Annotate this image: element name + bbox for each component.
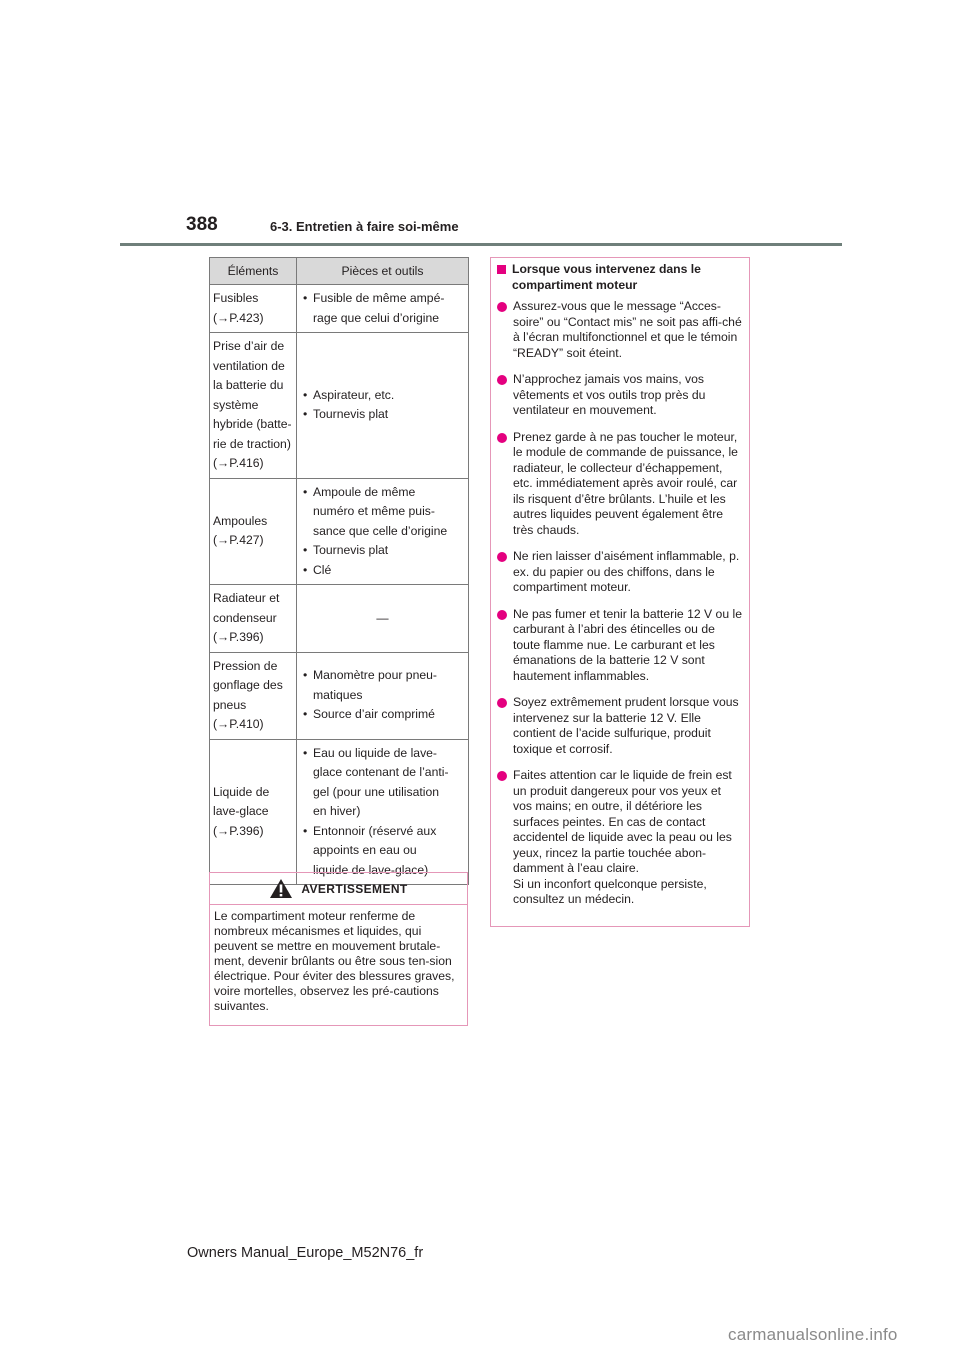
tools-cell [297, 285, 469, 333]
info-bullets [497, 299, 743, 908]
element-line: (→P.396) [213, 823, 264, 838]
table-row [210, 333, 469, 479]
page-number: 388 [186, 214, 218, 235]
element-line: Radiateur et [213, 591, 280, 605]
info-bullet-text: Faites attention car le liquide de frein est un produit dangereux pour vos yeux et vos mains; en outre, il détériore les surfaces peintes. En cas de contact accidentel de liquide avec la peau ou les yeux, rincez la partie touchée abon-damment à l’eau claire. Si un inconfort quelconque persiste, consultez un médecin. [513, 768, 732, 906]
tool-item: • Tournevis plat [303, 541, 465, 561]
element-line: lave-glace [213, 804, 269, 818]
tools-cell [297, 478, 469, 585]
tools-cell [297, 739, 469, 885]
parts-table [209, 257, 469, 885]
circle-bullet-icon [497, 610, 507, 620]
table-body [210, 285, 469, 885]
tools-cell: — [297, 585, 469, 653]
warning-text: Le compartiment moteur renferme de nombreux mécanismes et liquides, qui peuvent se mettre en mouvement brutale-ment, devenir brûlants ou être sous ten-sion électrique. Pour éviter des blessures graves, voire mortelles, observez les pré-cautions suivantes. [214, 909, 455, 1013]
info-bullet-text: Ne pas fumer et tenir la batterie 12 V ou le carburant à l’abri des étincelles ou de toute flamme nue. Le carburant et les émanations de la batterie 12 V sont hautement inflammables. [513, 606, 742, 683]
tool-item: • Eau ou liquide de lave- glace contenant de l’anti- gel (pour une utilisation en hiver) [303, 744, 465, 822]
circle-bullet-icon [497, 375, 507, 385]
element-cell [210, 478, 297, 585]
element-line: condenseur [213, 610, 277, 625]
element-line: Liquide de [213, 784, 270, 799]
element-line: pneus [213, 697, 247, 712]
element-line: Ampoules [213, 513, 268, 528]
tool-item: • Entonnoir (réservé aux appoints en eau ou liquide de lave-glace) [303, 822, 465, 881]
info-bullet [497, 549, 743, 596]
tool-item: • Aspirateur, etc. [303, 386, 465, 406]
info-heading [497, 262, 743, 293]
tool-item: • Ampoule de même numéro et même puis- sance que celle d’origine [303, 483, 465, 542]
element-line: gonflage des [213, 678, 283, 692]
info-bullet-text: Prenez garde à ne pas toucher le moteur, le module de commande de puissance, le radiateur, le collecteur d’échappement, etc. immédiatement après avoir roulé, car ils risquent d’être brûlants. L’huile et les autres liquides peuvent également être très chauds. [513, 429, 738, 537]
element-line: rie de traction) [213, 436, 291, 451]
header-tools: Pièces et outils [297, 258, 469, 285]
info-bullet [497, 299, 743, 361]
watermark: carmanualsonline.info [728, 1325, 898, 1344]
tools-cell [297, 652, 469, 739]
element-line: (→P.396) [213, 630, 264, 644]
info-bullet [497, 695, 743, 757]
table-row [210, 478, 469, 585]
info-bullet-text: Assurez-vous que le message “Acces-soire” ou “Contact mis” ne soit pas affi-ché à l’écran multifonctionnel et que le témoin “READY” soit éteint. [513, 299, 742, 360]
footer-text: Owners Manual_Europe_M52N76_fr [187, 1245, 424, 1261]
circle-bullet-icon [497, 302, 507, 312]
tool-item: • Fusible de même ampé- rage que celui d’origine [303, 289, 465, 328]
tools-cell [297, 333, 469, 479]
element-cell [210, 739, 297, 885]
info-bullet [497, 430, 743, 539]
element-line: (→P.410) [213, 717, 264, 731]
circle-bullet-icon [497, 552, 507, 562]
warning-triangle-icon [269, 878, 293, 899]
element-cell [210, 333, 297, 479]
tool-item: • Source d’air comprimé [303, 705, 465, 725]
element-line: Prise d’air de [213, 339, 285, 353]
info-bullet-text: Ne rien laisser d’aisément inflammable, p. ex. du papier ou des chiffons, dans le compartiment moteur. [513, 549, 740, 594]
circle-bullet-icon [497, 771, 507, 781]
element-line: (→P.416) [213, 456, 264, 470]
element-line: Fusibles [213, 291, 259, 305]
element-line: (→P.427) [213, 533, 264, 548]
header-elements: Éléments [210, 258, 297, 285]
element-cell [210, 585, 297, 653]
circle-bullet-icon [497, 698, 507, 708]
element-line: (→P.423) [213, 310, 264, 325]
table-row [210, 285, 469, 333]
table-row [210, 585, 469, 653]
square-bullet-icon [497, 265, 506, 274]
table-header-row [210, 258, 469, 285]
table-row [210, 652, 469, 739]
section-title: 6-3. Entretien à faire soi-même [270, 219, 459, 234]
element-line: Pression de [213, 658, 278, 673]
element-line: ventilation de [213, 358, 285, 373]
header-rule [120, 243, 842, 246]
element-cell [210, 652, 297, 739]
info-bullet [497, 768, 743, 908]
element-line: système [213, 397, 259, 412]
tool-item: • Clé [303, 561, 465, 581]
circle-bullet-icon [497, 433, 507, 443]
warning-header [210, 873, 467, 905]
engine-compartment-box [490, 257, 750, 927]
element-cell [210, 285, 297, 333]
info-heading-text: Lorsque vous intervenez dans le compartiment moteur [512, 262, 701, 292]
tool-item: • Tournevis plat [303, 405, 465, 425]
info-bullet-text: N’approchez jamais vos mains, vos vêtements et vos outils trop près du ventilateur en mouvement. [513, 372, 706, 417]
table-row [210, 739, 469, 885]
element-line: la batterie du [213, 378, 284, 392]
warning-title: AVERTISSEMENT [301, 881, 408, 896]
tool-item: • Manomètre pour pneu- matiques [303, 666, 465, 705]
info-bullet [497, 607, 743, 685]
info-bullet [497, 372, 743, 419]
warning-box [209, 872, 468, 1026]
info-bullet-text: Soyez extrêmement prudent lorsque vous intervenez sur la batterie 12 V. Elle contient de l’acide sulfurique, produit toxique et corrosif. [513, 695, 739, 756]
element-line: hybride (batte- [213, 417, 292, 431]
